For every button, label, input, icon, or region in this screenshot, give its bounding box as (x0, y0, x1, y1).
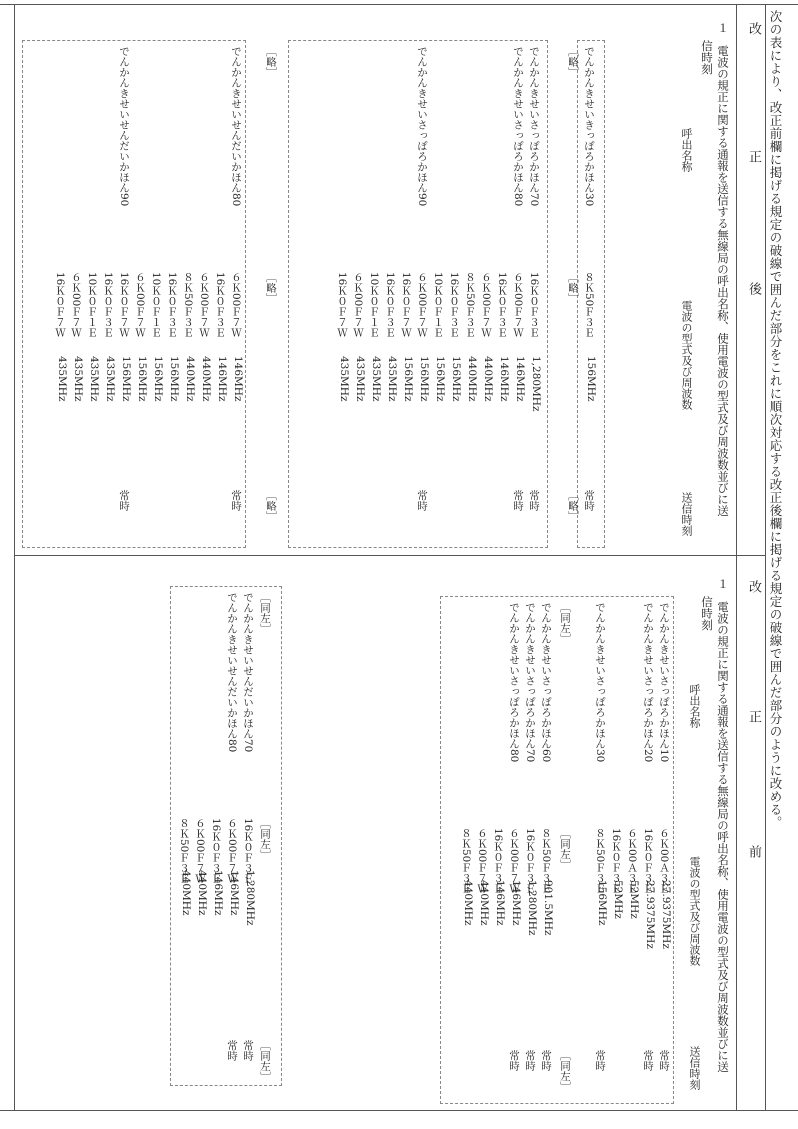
before-block3-same-1: ［同左］ (259, 592, 271, 634)
after-block2-callsigns (414, 46, 542, 206)
emission: 10Ｋ０Ｆ１Ｅ (368, 272, 380, 338)
frequency: 435MHz (104, 356, 116, 402)
frequency: 156MHz (152, 356, 164, 402)
emission: ６Ｋ00Ｆ７Ｗ (230, 272, 242, 338)
emission: 16Ｋ０Ｆ３Ｅ (210, 818, 222, 884)
frequency: 440MHz (200, 356, 212, 402)
callsign: でんかんきせいせんだいかほん70 (242, 592, 254, 753)
frequency: 146MHz (498, 356, 510, 402)
frequency: 52MHz (612, 880, 624, 919)
emission: ６Ｋ00Ｆ７Ｗ (480, 272, 492, 338)
after-block3-times (116, 490, 244, 511)
before-title-line1: １ 電波の規正に関する通報を送信する無線局の呼出名称、使用電波の型式及び周波数並びに送 (716, 578, 730, 1073)
emission: ６Ｋ00Ｆ７Ｗ (416, 272, 428, 338)
time: 常時 (230, 490, 242, 511)
emission: ８Ｋ50Ｆ３Ｅ (540, 828, 552, 894)
frequency: 27.9375MHz (644, 880, 656, 949)
frequency: 156MHz (450, 356, 462, 402)
callsign (180, 46, 196, 47)
time: 常時 (118, 490, 130, 511)
emission: ６Ｋ00Ｆ７Ｗ (512, 272, 524, 338)
emission: 10Ｋ０Ｆ１Ｅ (432, 272, 444, 338)
callsign: でんかんきせいさっぽろかほん80 (508, 602, 520, 763)
callsign (132, 46, 148, 47)
emission: 16Ｋ０Ｆ３Ｅ (642, 828, 654, 894)
callsign (462, 46, 478, 47)
frequency: 146MHz (494, 880, 506, 926)
header-divider (736, 4, 737, 1110)
callsign (446, 46, 462, 47)
top-border (0, 4, 798, 5)
frequency: 435MHz (88, 356, 100, 402)
before-block1-times (592, 1050, 672, 1071)
before-block3-same-3: ［同左］ (259, 1040, 271, 1082)
frequency: 440MHz (196, 870, 208, 916)
frequency: 435MHz (354, 356, 366, 402)
emission: 16Ｋ０Ｆ３Ｅ (528, 272, 540, 338)
emission: 16Ｋ０Ｆ３Ｅ (524, 828, 536, 894)
emission: ８Ｋ50Ｆ３Ｅ (182, 272, 194, 338)
emission: 16Ｋ０Ｆ３Ｅ (214, 272, 226, 338)
frequency: 156MHz (120, 356, 132, 402)
left-border (14, 4, 15, 1110)
frequency: 156MHz (434, 356, 446, 402)
frequency: 435MHz (72, 356, 84, 402)
frequency: 146MHz (232, 356, 244, 402)
bottom-border (0, 1110, 798, 1111)
after-title-line1: １ 電波の規正に関する通報を送信する無線局の呼出名称、使用電波の型式及び周波数並びに送 (716, 22, 730, 517)
after-block1-freqs (581, 356, 597, 401)
after-block3-freqs (52, 356, 244, 401)
before-block2-same-2: ［同左］ (559, 828, 571, 870)
emission: ８Ｋ50Ｆ３Ｅ (178, 818, 190, 884)
after-block1-callsigns (581, 46, 597, 206)
callsign (494, 46, 510, 47)
time (462, 490, 478, 491)
after-block2-times (414, 490, 542, 511)
emission: 16Ｋ０Ｆ７Ｗ (400, 272, 412, 338)
emission: 16Ｋ０Ｆ３Ｅ (610, 828, 622, 894)
frequency: 435MHz (56, 356, 68, 402)
frequency: 435MHz (338, 356, 350, 402)
before-block1-freqs (592, 880, 672, 949)
callsign: でんかんきせいさっぽろかほん30 (594, 602, 606, 763)
after-header-1: 改 (746, 22, 761, 35)
time (196, 490, 212, 491)
after-block1-omit-2: ［略］ (567, 272, 579, 304)
frequency: 435MHz (386, 356, 398, 402)
after-block1-emissions (581, 272, 597, 338)
callsign: でんかんきせいせんだいかほん80 (230, 46, 242, 207)
before-header-1: 改 (746, 580, 761, 593)
after-block1-times (581, 490, 597, 511)
frequency: 156MHz (596, 880, 608, 926)
callsign (430, 46, 446, 47)
emission: ６Ｋ00Ｆ７Ｗ (198, 272, 210, 338)
after-col-emission: 電波の型式及び周波数 (680, 300, 693, 410)
after-block3-omit-2: ［略］ (265, 272, 277, 304)
before-title-line2: 信時刻 (700, 596, 714, 631)
after-title-line2: 信時刻 (700, 40, 714, 75)
frequency: 440MHz (482, 356, 494, 402)
emission: ８Ｋ50Ｆ３Ｅ (460, 828, 472, 894)
callsign (478, 46, 494, 47)
time: 常時 (583, 490, 595, 511)
frequency: 156MHz (585, 356, 597, 402)
frequency: 146MHz (216, 356, 228, 402)
instruction-text: 次の表により、改正前欄に掲げる規定の破線で囲んだ部分をこれに順次対応する改正後欄に掲げる規定の破線で囲んだ部分のように改める。 (768, 10, 783, 829)
section-divider (14, 555, 765, 556)
callsign: でんかんきせいさっぽろかほん70 (524, 602, 536, 763)
time (624, 1050, 640, 1051)
callsign: でんかんきせいせんだいかほん90 (118, 46, 130, 207)
before-block2-same-1: ［同左］ (559, 602, 571, 644)
frequency: 1,280MHz (526, 880, 538, 936)
frequency: 440MHz (184, 356, 196, 402)
before-block2-freqs (458, 880, 554, 936)
emission: 16Ｋ０Ｆ３Ｅ (102, 272, 114, 338)
emission: 16Ｋ０Ｆ７Ｗ (336, 272, 348, 338)
frequency: 440MHz (180, 870, 192, 916)
time (164, 490, 180, 491)
emission: ８Ｋ50Ｆ３Ｅ (594, 828, 606, 894)
after-block3-omit-1: ［略］ (265, 46, 277, 78)
time (132, 490, 148, 491)
time (430, 490, 446, 491)
before-col-callsign: 呼出名称 (688, 684, 701, 728)
callsign: でんかんきせいさっぽろかほん20 (642, 602, 654, 763)
emission: ６Ｋ00Ｆ７Ｗ (352, 272, 364, 338)
callsign (164, 46, 180, 47)
callsign: でんかんきせいせんだいかほん80 (226, 592, 238, 753)
time (608, 1050, 624, 1051)
emission: 16Ｋ０Ｆ３Ｅ (242, 818, 254, 884)
time (494, 490, 510, 491)
frequency: 1,280MHz (530, 356, 542, 412)
frequency: 52MHz (628, 880, 640, 919)
time: 常時 (524, 1050, 536, 1071)
frequency: 901.5MHz (542, 880, 554, 936)
frequency: 440MHz (462, 880, 474, 926)
emission: ６Ｋ00Ａ３Ｅ (626, 828, 638, 894)
after-header-3: 後 (746, 282, 761, 295)
after-block3-callsigns (116, 46, 244, 206)
emission: 16Ｋ０Ｆ３Ｅ (448, 272, 460, 338)
after-col-time: 送信時刻 (680, 492, 693, 536)
callsign (624, 602, 640, 603)
callsign: でんかんきせいきっぽろかほん30 (583, 46, 595, 207)
callsign: でんかんきせいさっぽろかほん60 (540, 602, 552, 763)
before-block3-freqs (176, 870, 256, 926)
after-col-callsign: 呼出名称 (680, 128, 693, 172)
emission: 10Ｋ０Ｆ１Ｅ (150, 272, 162, 338)
before-block2-times (506, 1050, 554, 1071)
after-block3-emissions (52, 272, 244, 338)
before-col-time: 送信時刻 (688, 1046, 701, 1090)
emission: ６Ｋ00Ｆ７Ｗ (194, 818, 206, 884)
frequency: 146MHz (212, 870, 224, 916)
frequency: 146MHz (514, 356, 526, 402)
emission: 16Ｋ０Ｆ７Ｗ (118, 272, 130, 338)
time: 常時 (512, 490, 524, 511)
emission: ６Ｋ00Ａ３Ｅ (658, 828, 670, 894)
after-block2-emissions (334, 272, 542, 338)
time (212, 490, 228, 491)
callsign: でんかんきせいさっぽろかほん10 (658, 602, 670, 763)
emission: ８Ｋ50Ｆ３Ｅ (464, 272, 476, 338)
callsign: でんかんきせいさっぽろかほん90 (416, 46, 428, 207)
time: 常時 (226, 1040, 238, 1061)
before-block3-callsigns (224, 592, 256, 752)
before-block3-same-2: ［同左］ (259, 818, 271, 860)
time: 常時 (642, 1050, 654, 1071)
before-block2-same-3: ［同左］ (559, 1050, 571, 1092)
before-block3-times (224, 1040, 256, 1061)
after-block2-freqs (334, 356, 542, 412)
frequency: 156MHz (402, 356, 414, 402)
before-col-emission: 電波の型式及び周波数 (688, 856, 701, 966)
emission: ６Ｋ00Ｆ７Ｗ (508, 828, 520, 894)
callsign: でんかんきせいさっぽろかほん70 (528, 46, 540, 207)
emission: 16Ｋ０Ｆ７Ｗ (54, 272, 66, 338)
before-header-3: 前 (746, 845, 761, 858)
callsign (196, 46, 212, 47)
after-block1-omit: ［略］ (567, 46, 579, 78)
time (148, 490, 164, 491)
before-block1-callsigns (592, 602, 672, 762)
frequency: 27.9375MHz (660, 880, 672, 949)
callsign (212, 46, 228, 47)
emission: 10Ｋ０Ｆ１Ｅ (86, 272, 98, 338)
time (446, 490, 462, 491)
frequency: 440MHz (478, 880, 490, 926)
callsign (148, 46, 164, 47)
emission: 16Ｋ０Ｆ３Ｅ (384, 272, 396, 338)
time: 常時 (658, 1050, 670, 1071)
time (478, 490, 494, 491)
time: 常時 (508, 1050, 520, 1071)
emission: 16Ｋ０Ｆ３Ｅ (166, 272, 178, 338)
time: 常時 (528, 490, 540, 511)
frequency: 156MHz (168, 356, 180, 402)
frequency: 156MHz (136, 356, 148, 402)
callsign: でんかんきせいさっぽろかほん80 (512, 46, 524, 207)
frequency: 435MHz (370, 356, 382, 402)
frequency: 146MHz (510, 880, 522, 926)
emission: ６Ｋ00Ｆ７Ｗ (134, 272, 146, 338)
frequency: 156MHz (418, 356, 430, 402)
frequency: 440MHz (466, 356, 478, 402)
emission: ６Ｋ00Ｆ７Ｗ (70, 272, 82, 338)
after-block3-omit-3: ［略］ (265, 490, 277, 522)
time: 常時 (540, 1050, 552, 1071)
after-block1-omit-3: ［略］ (567, 490, 579, 522)
emission: 16Ｋ０Ｆ３Ｅ (496, 272, 508, 338)
time: 常時 (594, 1050, 606, 1071)
before-block2-callsigns (506, 602, 554, 762)
frequency: 146MHz (228, 870, 240, 916)
emission: ８Ｋ50Ｆ３Ｅ (583, 272, 595, 338)
emission: ６Ｋ00Ｆ７Ｗ (476, 828, 488, 894)
time: 常時 (242, 1040, 254, 1061)
callsign (608, 602, 624, 603)
before-header-2: 正 (746, 710, 761, 723)
emission: 16Ｋ０Ｆ３Ｅ (492, 828, 504, 894)
after-header-2: 正 (746, 150, 761, 163)
emission: ６Ｋ00Ｆ７Ｗ (226, 818, 238, 884)
time (180, 490, 196, 491)
frequency: 1,280MHz (244, 870, 256, 926)
time: 常時 (416, 490, 428, 511)
